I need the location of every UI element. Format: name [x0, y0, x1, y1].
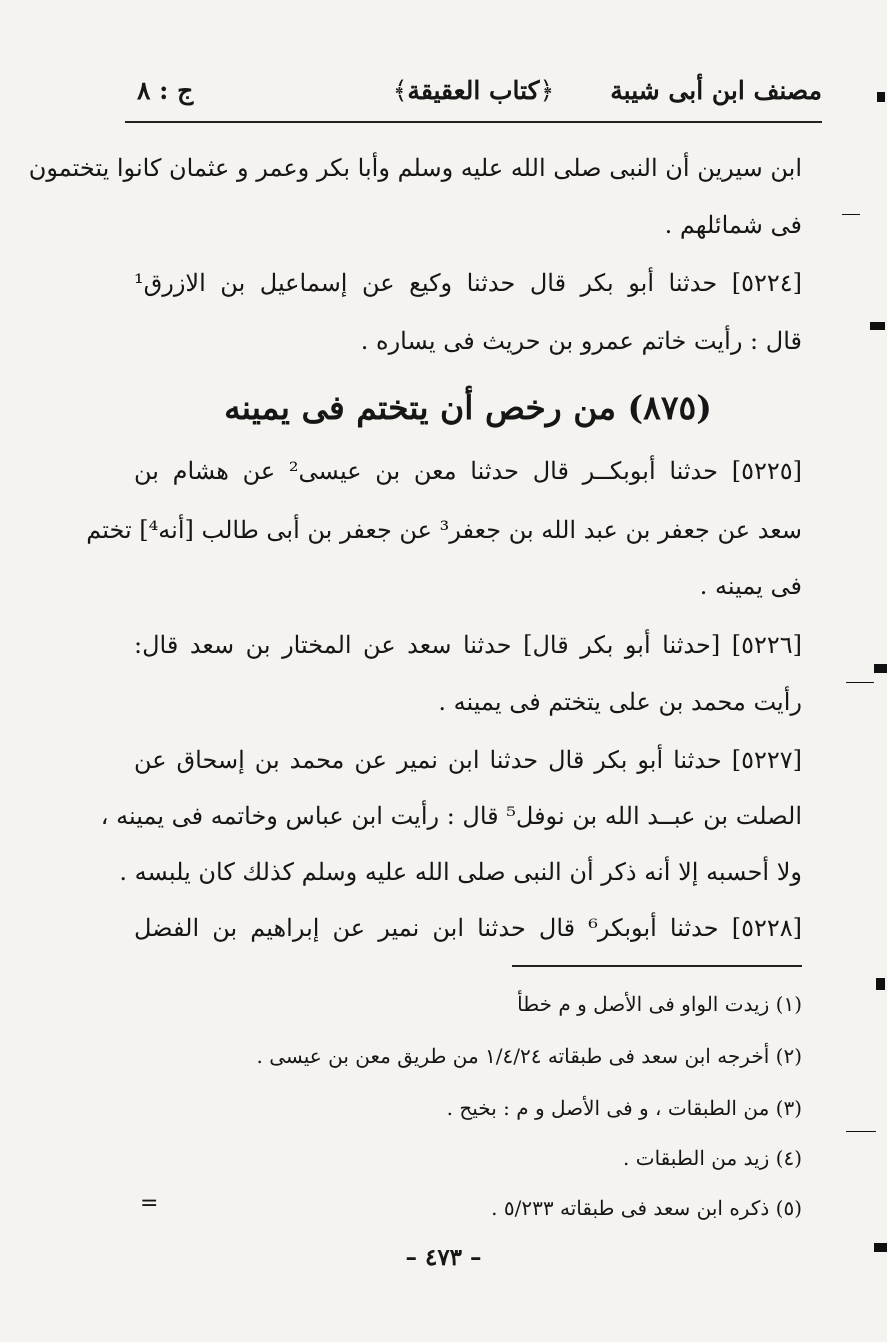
- volume-number: ج : ٨: [137, 76, 194, 105]
- text-line: [٥٢٢٥] حدثنا أبوبكــر قال حدثنا معن بن عيسى² عن هشام بن: [134, 457, 803, 485]
- text-line: [٥٢٢٦] [حدثنا أبو بكر قال] حدثنا سعد عن المختار بن سعد قال:: [134, 631, 802, 659]
- scan-mark: [877, 92, 885, 102]
- scan-mark: [846, 1131, 876, 1132]
- footnote: (٢) أخرجه ابن سعد فى طبقاته ١/٤/٢٤ من طريق معن بن عيسى .: [256, 1044, 802, 1068]
- chapter-title-text: كتاب العقيقة: [407, 76, 540, 105]
- footnote: (٤) زيد من الطبقات .: [623, 1146, 802, 1170]
- footnote: (٥) ذكره ابن سعد فى طبقاته ٥/٢٣٣ .: [491, 1196, 802, 1220]
- scan-mark: [842, 214, 860, 215]
- text-line: [٥٢٢٧] حدثنا أبو بكر قال حدثنا ابن نمير عن محمد بن إسحاق عن: [134, 746, 802, 774]
- text-line: ابن سيرين أن النبى صلى الله عليه وسلم وأبا بكر وعمر و عثمان كانوا يتختمون: [28, 154, 802, 182]
- text-line: ولا أحسبه إلا أنه ذكر أن النبى صلى الله عليه وسلم كذلك كان يلبسه .: [119, 858, 802, 886]
- text-line: فى شمائلهم .: [664, 211, 802, 239]
- scan-mark: [874, 664, 887, 673]
- scan-mark: [876, 978, 885, 990]
- text-line: سعد عن جعفر بن عبد الله بن جعفر³ عن جعفر بن أبى طالب [أنه⁴] تختم: [86, 516, 802, 544]
- page-number: – ٤٧٣ –: [405, 1244, 482, 1271]
- bracket-close: ﴾: [392, 76, 408, 105]
- margin-note: =: [140, 1191, 159, 1216]
- footnote: (٣) من الطبقات ، و فى الأصل و م : بخيح .: [446, 1096, 802, 1120]
- bracket-open: ﴿: [539, 76, 555, 105]
- text-line: [٥٢٢٨] حدثنا أبوبكر⁶ قال حدثنا ابن نمير عن إبراهيم بن الفضل: [134, 914, 802, 942]
- scan-mark: [870, 322, 885, 330]
- text-line: قال : رأيت خاتم عمرو بن حريث فى يساره .: [360, 327, 802, 355]
- scan-mark: [874, 1243, 887, 1252]
- footnote: (١) زيدت الواو فى الأصل و م خطأ: [517, 992, 802, 1016]
- scan-mark: [846, 682, 874, 683]
- text-line: رأيت محمد بن على يتختم فى يمينه .: [438, 688, 802, 716]
- book-title: مصنف ابن أبى شيبة: [610, 76, 822, 105]
- section-title: (٨٧٥) من رخص أن يتختم فى يمينه: [224, 388, 712, 427]
- text-line: [٥٢٢٤] حدثنا أبو بكر قال حدثنا وكيع عن إسماعيل بن الازرق¹: [134, 269, 803, 297]
- page-header: [125, 70, 822, 120]
- text-line: الصلت بن عبــد الله بن نوفل⁵ قال : رأيت ابن عباس وخاتمه فى يمينه ،: [100, 802, 802, 830]
- text-line: فى يمينه .: [699, 572, 802, 600]
- header-rule: [125, 121, 822, 123]
- chapter-title: [393, 76, 554, 105]
- footnote-rule: [512, 965, 802, 967]
